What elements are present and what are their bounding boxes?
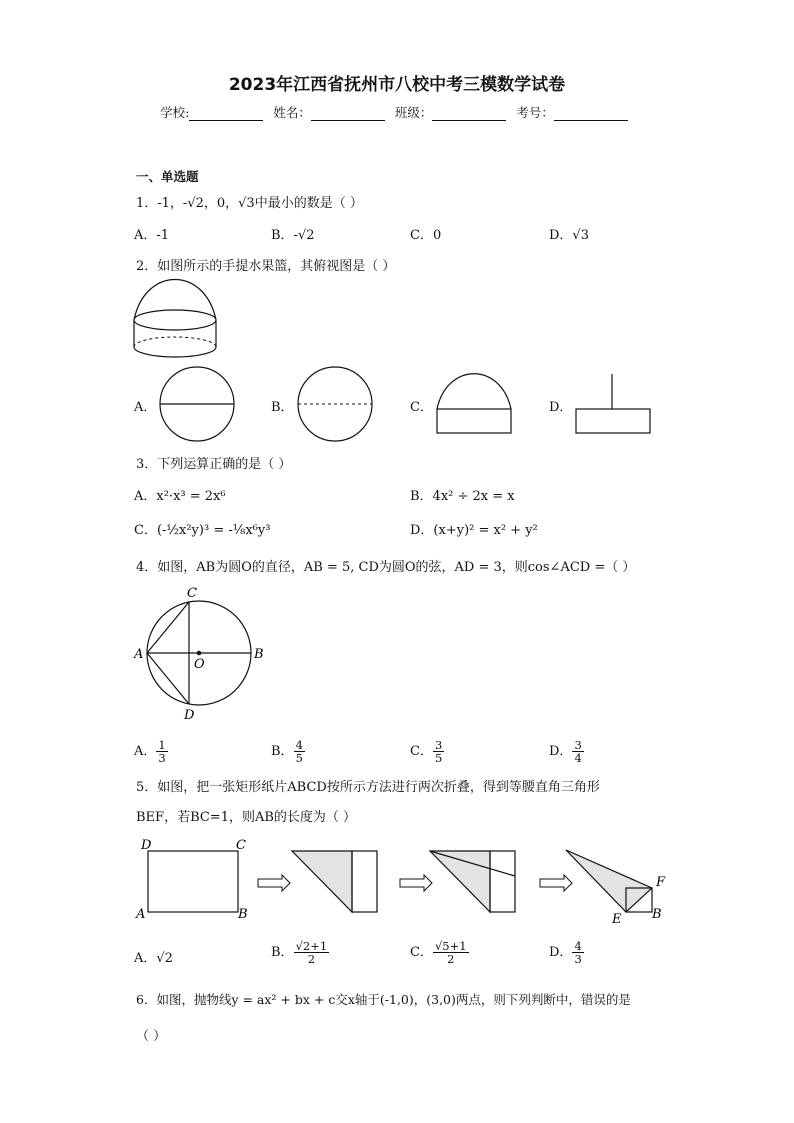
school-blank[interactable] xyxy=(189,107,263,121)
q4-option-c[interactable] xyxy=(410,739,444,764)
q5-stem-line2: BEF，若BC=1，则AB的长度为（ ） xyxy=(136,810,357,825)
q2-option-d-figure xyxy=(574,372,654,436)
q4-option-d-fraction: $\frac{3}{4}$ xyxy=(574,738,582,765)
q3-option-a[interactable]: A．x²·x³ = 2x⁶ xyxy=(134,489,226,504)
q3-option-d[interactable]: D．(x+y)² = x² + y² xyxy=(410,523,538,538)
q2-stem: 2．如图所示的手提水果篮，其俯视图是（ ） xyxy=(136,259,396,274)
q5-stem-line1: 5．如图，把一张矩形纸片ABCD按所示方法进行两次折叠，得到等腰直角三角形 xyxy=(136,780,600,795)
q4-option-a[interactable] xyxy=(134,739,168,764)
q2-option-c-figure xyxy=(435,372,515,436)
q4-label-b: B xyxy=(254,647,264,662)
q5-option-c-fraction: $\frac{√5+1}{2}$ xyxy=(434,939,467,966)
student-info-line xyxy=(0,103,794,121)
q5-option-b-fraction: $\frac{√2+1}{2}$ xyxy=(295,939,328,966)
q2-option-b-figure xyxy=(296,365,376,445)
q1-stem: 1．-1，-√2，0，√3中最小的数是（ ） xyxy=(136,196,363,211)
q2-basket-figure xyxy=(130,280,220,360)
q5-label-d: D xyxy=(141,838,152,853)
q1-option-c[interactable]: C．0 xyxy=(410,228,442,243)
q3-option-b[interactable]: B．4x² ÷ 2x = x xyxy=(410,489,515,504)
q5-label-a: A xyxy=(136,907,146,922)
q5-label-b2: B xyxy=(652,907,662,922)
q4-circle-figure xyxy=(130,584,270,724)
q2-option-c[interactable]: C． xyxy=(410,400,433,415)
section-heading: 一、单选题 xyxy=(136,169,199,184)
q5-option-c[interactable] xyxy=(410,940,469,965)
q5-label-e: E xyxy=(612,912,622,927)
q4-label-c: C xyxy=(187,586,197,601)
q5-option-d-fraction: $\frac{4}{3}$ xyxy=(574,939,582,966)
q3-option-c[interactable]: C．(-½x²y)³ = -⅛x⁶y³ xyxy=(134,523,271,538)
q4-option-c-fraction: $\frac{3}{5}$ xyxy=(434,738,443,765)
q4-option-b-fraction: $\frac{4}{5}$ xyxy=(295,738,303,765)
number-label: 考号： xyxy=(516,105,554,120)
q4-option-a-letter: A． xyxy=(134,744,157,759)
page-title: 2023年江西省抚州市八校中考三模数学试卷 xyxy=(228,75,566,95)
name-label: 姓名： xyxy=(273,105,311,120)
q4-option-b-letter: B． xyxy=(271,744,294,759)
q4-option-a-fraction: $\frac{1}{3}$ xyxy=(158,738,166,765)
q2-option-d[interactable]: D． xyxy=(549,400,573,415)
q4-option-c-letter: C． xyxy=(410,744,433,759)
q2-option-b[interactable]: B． xyxy=(271,400,294,415)
q6-stem-line2: （ ） xyxy=(136,1029,167,1044)
q1-option-a[interactable]: A．-1 xyxy=(134,228,170,243)
class-blank[interactable] xyxy=(432,107,506,121)
q4-option-b[interactable] xyxy=(271,739,305,764)
q5-folding-figure xyxy=(130,836,670,928)
q4-label-d: D xyxy=(184,708,195,723)
q2-option-a-figure xyxy=(158,365,238,445)
q5-option-b-letter: B． xyxy=(271,945,294,960)
q4-stem: 4．如图，AB为圆O的直径，AB = 5, CD为圆O的弦，AD = 3，则cos∠ACD =（ ） xyxy=(136,560,636,575)
q5-option-a[interactable]: A．√2 xyxy=(134,951,173,966)
q5-label-c: C xyxy=(236,838,246,853)
q5-option-c-letter: C． xyxy=(410,945,433,960)
q3-stem: 3．下列运算正确的是（ ） xyxy=(136,457,292,472)
school-label: 学校: xyxy=(160,105,190,120)
q2-option-a[interactable]: A． xyxy=(134,400,157,415)
q4-label-o: O xyxy=(194,657,205,672)
q4-label-a: A xyxy=(134,647,144,662)
q1-option-d[interactable]: D．√3 xyxy=(549,228,589,243)
q5-label-f: F xyxy=(656,875,666,890)
q5-label-b: B xyxy=(238,907,248,922)
q5-option-d-letter: D． xyxy=(549,945,573,960)
q4-option-d[interactable] xyxy=(549,739,584,764)
q1-option-b[interactable]: B．-√2 xyxy=(271,228,315,243)
q4-option-d-letter: D． xyxy=(549,744,573,759)
q5-option-b[interactable] xyxy=(271,940,329,965)
q6-stem-line1: 6．如图，抛物线y = ax² + bx + c交x轴于(-1,0)，(3,0)两点，则下列判断中，错误的是 xyxy=(136,992,631,1007)
name-blank[interactable] xyxy=(311,107,385,121)
number-blank[interactable] xyxy=(554,107,628,121)
q5-option-d[interactable] xyxy=(549,940,584,965)
class-label: 班级： xyxy=(394,105,433,120)
